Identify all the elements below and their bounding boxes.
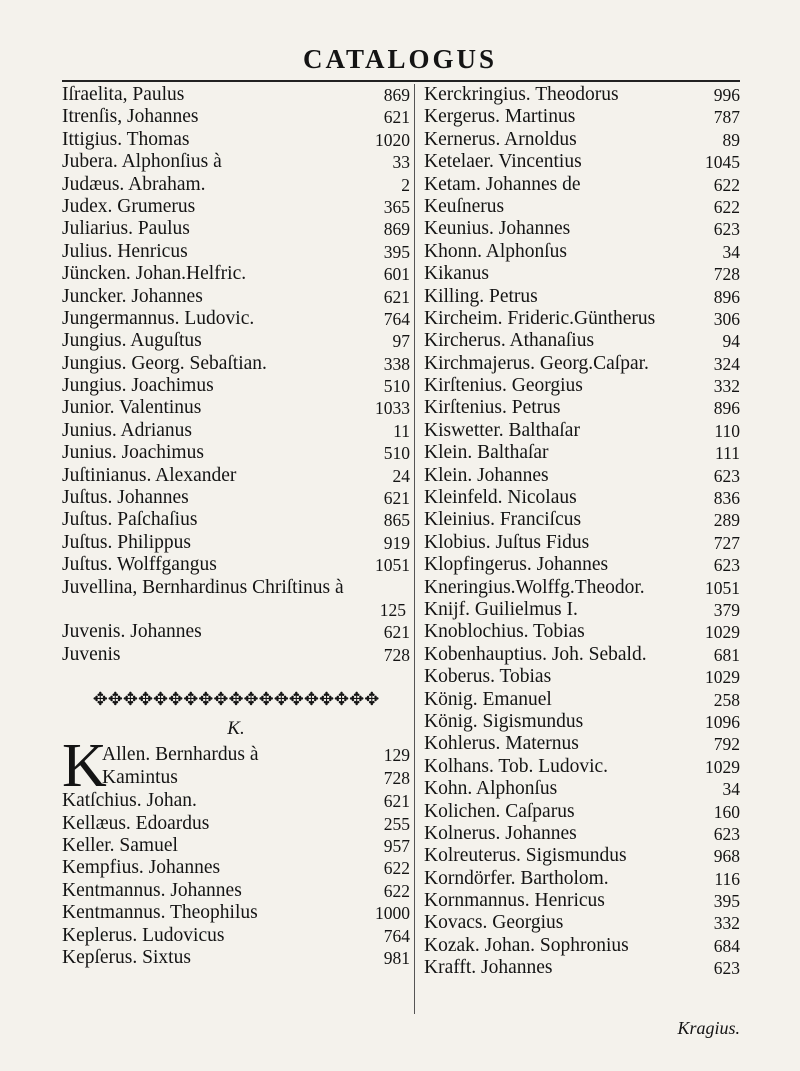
index-entry: [424, 689, 740, 711]
index-entry: [424, 442, 740, 464]
right-entries: [424, 84, 740, 980]
entry-page-number: 34: [722, 241, 740, 262]
entry-name: König. Emanuel: [424, 688, 552, 710]
entry-page-number: 622: [713, 196, 740, 217]
entry-page-number: 869: [383, 219, 410, 240]
entry-name: Katſchius. Johan.: [62, 790, 197, 812]
index-entry: [62, 509, 410, 531]
index-entry: [424, 308, 740, 330]
header-rule: [62, 80, 740, 82]
index-entry: [424, 644, 740, 666]
entry-name: Kolnerus. Johannes: [424, 822, 577, 844]
index-entry: [62, 129, 410, 151]
index-entry: [424, 420, 740, 442]
index-entry: [62, 420, 410, 442]
index-entry: [62, 84, 410, 106]
left-entries-a: [62, 84, 410, 666]
entry-page-number: 622: [713, 174, 740, 195]
index-entry: [424, 263, 740, 285]
index-entry: [62, 308, 410, 330]
entry-page-number: 896: [713, 286, 740, 307]
drop-cap-letter: K: [62, 732, 107, 801]
index-entry: [62, 621, 410, 643]
index-entry: [424, 711, 740, 733]
entry-page-number: 1045: [705, 152, 740, 173]
index-entry: [62, 286, 410, 308]
entry-name: Juſtus. Johannes: [62, 487, 189, 509]
entry-name: Keuſnerus: [424, 195, 505, 217]
entry-name: Kozak. Johan. Sophronius: [424, 934, 629, 956]
spacer: [62, 666, 410, 684]
entry-page-number: 623: [713, 219, 740, 240]
entry-page-number: 996: [713, 85, 740, 105]
index-entry: [424, 397, 740, 419]
index-entry: [424, 532, 740, 554]
index-entry: [62, 599, 410, 621]
entry-name: Allen. Bernhardus à: [102, 744, 259, 766]
catchword: Kragius.: [677, 1018, 740, 1038]
left-entries-b: [62, 790, 410, 969]
entry-page-number: 896: [713, 398, 740, 419]
index-entry: [424, 84, 740, 106]
entry-name: Juvellina, Bernhardinus Chriſtinus à: [62, 576, 344, 598]
index-entry: [424, 174, 740, 196]
entry-page-number: 338: [383, 353, 410, 374]
entry-page-number: 836: [713, 488, 740, 509]
entry-page-number: 129: [383, 745, 410, 766]
entry-name: Kernerus. Arnoldus: [424, 128, 577, 150]
entry-name: Keunius. Johannes: [424, 218, 571, 240]
entry-page-number: 332: [713, 376, 740, 397]
entry-name: Julius. Henricus: [62, 240, 188, 262]
entry-name: Juſtus. Paſchaſius: [62, 509, 198, 531]
dropcap-entries: [62, 744, 410, 789]
entry-page-number: 33: [392, 152, 410, 173]
entry-name: Killing. Petrus: [424, 285, 538, 307]
entry-name: Kergerus. Martinus: [424, 106, 576, 128]
entry-name: Jungius. Joachimus: [62, 375, 214, 397]
index-entry: [424, 487, 740, 509]
entry-name: Kikanus: [424, 263, 489, 285]
index-entry: [62, 397, 410, 419]
entry-page-number: 623: [713, 465, 740, 486]
entry-name: Junius. Adrianus: [62, 419, 193, 441]
entry-page-number: 1029: [705, 622, 740, 643]
entry-name: Klobius. Juſtus Fidus: [424, 531, 590, 553]
entry-name: Juvenis. Johannes: [62, 621, 202, 643]
entry-page-number: 289: [713, 510, 740, 531]
index-entry: [62, 532, 410, 554]
entry-page-number: 684: [713, 935, 740, 956]
entry-page-number: 1051: [375, 555, 410, 576]
index-entry: [424, 845, 740, 867]
index-entry: [424, 599, 740, 621]
index-entry: [424, 912, 740, 934]
entry-name: Kempfius. Johannes: [62, 857, 221, 879]
index-entry: [62, 644, 410, 666]
entry-name: Ketelaer. Vincentius: [424, 151, 582, 173]
index-entry: [424, 666, 740, 688]
index-entry: [62, 487, 410, 509]
entry-name: Koberus. Tobias: [424, 666, 552, 688]
index-entry: [424, 868, 740, 890]
index-entry: [62, 813, 410, 835]
entry-page-number: 621: [383, 107, 410, 128]
entry-page-number: 622: [383, 880, 410, 901]
entry-name: Ketam. Johannes de: [424, 173, 581, 195]
entry-name: Juſtus. Philippus: [62, 531, 191, 553]
index-entry: [62, 465, 410, 487]
entry-name: Kepſerus. Sixtus: [62, 946, 191, 968]
entry-page-number: 255: [383, 813, 410, 834]
entry-name: Juſtinianus. Alexander: [62, 464, 237, 486]
entry-name: Kohlerus. Maternus: [424, 733, 579, 755]
index-entry: [424, 286, 740, 308]
index-entry: [62, 151, 410, 173]
index-entry: [62, 902, 410, 924]
entry-name: Kerckringius. Theodorus: [424, 84, 619, 105]
entry-page-number: 111: [715, 443, 740, 464]
entry-name: Kneringius.Wolffg.Theodor.: [424, 576, 645, 598]
entry-page-number: 623: [713, 823, 740, 844]
index-entry: [62, 174, 410, 196]
entry-page-number: 764: [383, 308, 410, 329]
entry-name: Ittigius. Thomas: [62, 128, 190, 150]
entry-page-number: 1020: [375, 129, 410, 150]
entry-name: Jungius. Georg. Sebaſtian.: [62, 352, 267, 374]
entry-page-number: 1051: [705, 577, 740, 598]
index-entry: [424, 756, 740, 778]
index-entry: [62, 218, 410, 240]
entry-page-number: 764: [383, 925, 410, 946]
entry-name: Kamintus: [102, 766, 178, 788]
entry-page-number: 1000: [375, 903, 410, 924]
column-divider: [414, 84, 415, 1014]
entry-name: Keplerus. Ludovicus: [62, 924, 225, 946]
entry-name: Kobenhauptius. Joh. Sebald.: [424, 643, 647, 665]
entry-page-number: 510: [383, 376, 410, 397]
entry-name: Juncker. Johannes: [62, 285, 203, 307]
entry-name: Kentmannus. Theophilus: [62, 902, 258, 924]
entry-name: Jüncken. Johan.Helfric.: [62, 263, 247, 285]
entry-page-number: 510: [383, 443, 410, 464]
entry-page-number: 258: [713, 689, 740, 710]
index-entry: [62, 196, 410, 218]
index-entry: [62, 241, 410, 263]
index-entry: [424, 106, 740, 128]
entry-page-number: 1029: [705, 756, 740, 777]
index-entry: [424, 218, 740, 240]
index-entry: [424, 353, 740, 375]
right-column: [424, 84, 740, 980]
entry-page-number: 968: [713, 846, 740, 867]
index-entry: [424, 621, 740, 643]
entry-name: Kiswetter. Balthaſar: [424, 419, 580, 441]
entry-name: Kirſtenius. Georgius: [424, 375, 583, 397]
entry-page-number: 792: [713, 734, 740, 755]
section-letter: K.: [227, 718, 245, 740]
index-entry: [62, 857, 410, 879]
entry-page-number: 2: [401, 174, 410, 195]
index-entry: [424, 129, 740, 151]
index-entry: [62, 880, 410, 902]
entry-name: Junior. Valentinus: [62, 397, 202, 419]
index-entry: [424, 509, 740, 531]
entry-name: Klopfingerus. Johannes: [424, 554, 609, 576]
entry-name: Juliarius. Paulus: [62, 218, 190, 240]
entry-name: Kircherus. Athanaſius: [424, 330, 595, 352]
index-entry: [62, 577, 410, 599]
index-entry: [62, 835, 410, 857]
entry-page-number: 110: [714, 420, 740, 441]
index-entry: [424, 330, 740, 352]
entry-name: Jubera. Alphonſius à: [62, 151, 222, 173]
entry-page-number: 365: [383, 196, 410, 217]
entry-page-number: 1033: [375, 398, 410, 419]
entry-name: Klein. Balthaſar: [424, 442, 549, 464]
index-entry: [424, 577, 740, 599]
index-entry: [424, 890, 740, 912]
index-entry: [62, 925, 410, 947]
entry-page-number: 1096: [705, 711, 740, 732]
page-title: CATALOGUS: [302, 44, 498, 74]
entry-name: Jungius. Auguſtus: [62, 330, 202, 352]
index-entry: [62, 442, 410, 464]
index-entry: [62, 790, 410, 812]
entry-page-number: 395: [383, 241, 410, 262]
entry-page-number: 24: [392, 465, 410, 486]
index-entry: [62, 106, 410, 128]
entry-page-number: 621: [383, 622, 410, 643]
entry-name: Knijf. Guilielmus I.: [424, 598, 578, 620]
entry-page-number: 306: [713, 308, 740, 329]
entry-name: Kolichen. Caſparus: [424, 800, 575, 822]
entry-name: Kellæus. Edoardus: [62, 812, 210, 834]
entry-page-number: 11: [393, 420, 410, 441]
entry-page-number: 981: [383, 947, 410, 968]
entry-page-number: 728: [713, 264, 740, 285]
entry-name: Judæus. Abraham.: [62, 173, 206, 195]
entry-page-number: 1029: [705, 667, 740, 688]
index-entry: [62, 330, 410, 352]
entry-page-number: 787: [713, 107, 740, 128]
entry-page-number: 94: [722, 331, 740, 352]
entry-name: Kleinius. Franciſcus: [424, 509, 582, 531]
left-column: [62, 84, 410, 969]
entry-page-number: 622: [383, 858, 410, 879]
index-entry: [424, 778, 740, 800]
entry-name: Juſtus. Wolffgangus: [62, 554, 217, 576]
entry-page-number: 865: [383, 510, 410, 531]
entry-name: Kircheim. Frideric.Güntherus: [424, 307, 656, 329]
index-entry: [424, 196, 740, 218]
entry-name: Jungermannus. Ludovic.: [62, 307, 255, 329]
entry-page-number: 97: [392, 331, 410, 352]
entry-page-number: 623: [713, 555, 740, 576]
index-entry: [424, 935, 740, 957]
index-entry: [62, 947, 410, 969]
index-entry: [424, 801, 740, 823]
entry-name: Kolreuterus. Sigismundus: [424, 845, 627, 867]
index-entry: [424, 733, 740, 755]
entry-page-number: 324: [713, 353, 740, 374]
entry-page-number: 623: [713, 958, 740, 979]
entry-page-number: 125: [379, 599, 406, 620]
index-entry: [424, 957, 740, 979]
entry-name: Klein. Johannes: [424, 464, 549, 486]
index-entry: [424, 823, 740, 845]
entry-name: Krafft. Johannes: [424, 957, 553, 979]
entry-page-number: 160: [713, 801, 740, 822]
entry-name: Khonn. Alphonſus: [424, 240, 568, 262]
entry-page-number: 919: [383, 532, 410, 553]
entry-name: Kirchmajerus. Georg.Caſpar.: [424, 352, 649, 374]
entry-page-number: 116: [714, 868, 740, 889]
entry-name: König. Sigismundus: [424, 710, 584, 732]
index-entry: [62, 375, 410, 397]
index-entry: [424, 554, 740, 576]
entry-page-number: 621: [383, 488, 410, 509]
entry-page-number: 869: [383, 85, 410, 105]
entry-page-number: 379: [713, 599, 740, 620]
entry-name: Korndörfer. Bartholom.: [424, 867, 609, 889]
entry-name: Kohn. Alphonſus: [424, 778, 558, 800]
ornament-divider: ✥✥✥✥✥✥✥✥✥✥✥✥✥✥✥✥✥✥✥: [92, 689, 380, 710]
entry-name: Itrenſis, Johannes: [62, 106, 199, 128]
entry-name: Juvenis: [62, 643, 121, 665]
entry-page-number: 957: [383, 835, 410, 856]
entry-page-number: 89: [722, 129, 740, 150]
entry-name: Keller. Samuel: [62, 834, 178, 856]
entry-name: Iſraelita, Paulus: [62, 84, 185, 105]
index-entry: [424, 151, 740, 173]
entry-page-number: 621: [383, 286, 410, 307]
index-entry: [102, 744, 410, 766]
entry-name: Knoblochius. Tobias: [424, 621, 585, 643]
index-entry: [62, 353, 410, 375]
entry-page-number: 621: [383, 791, 410, 812]
entry-name: Kentmannus. Johannes: [62, 879, 242, 901]
entry-page-number: 728: [383, 767, 410, 788]
index-entry: [424, 465, 740, 487]
entry-page-number: 395: [713, 891, 740, 912]
entry-page-number: 332: [713, 913, 740, 934]
entry-page-number: 34: [722, 779, 740, 800]
entry-name: Kovacs. Georgius: [424, 912, 564, 934]
index-entry: [62, 554, 410, 576]
entry-name: Kleinfeld. Nicolaus: [424, 487, 577, 509]
index-entry: [62, 263, 410, 285]
entry-name: Junius. Joachimus: [62, 442, 204, 464]
entry-name: Judex. Grumerus: [62, 195, 196, 217]
index-entry: [424, 241, 740, 263]
entry-name: Kirſtenius. Petrus: [424, 397, 561, 419]
entry-name: Kolhans. Tob. Ludovic.: [424, 755, 609, 777]
entry-name: Kornmannus. Henricus: [424, 890, 605, 912]
entry-page-number: 681: [713, 644, 740, 665]
entry-page-number: 728: [383, 644, 410, 665]
entry-page-number: 727: [713, 532, 740, 553]
index-entry: [102, 767, 410, 789]
entry-page-number: 601: [383, 264, 410, 285]
index-entry: [424, 375, 740, 397]
